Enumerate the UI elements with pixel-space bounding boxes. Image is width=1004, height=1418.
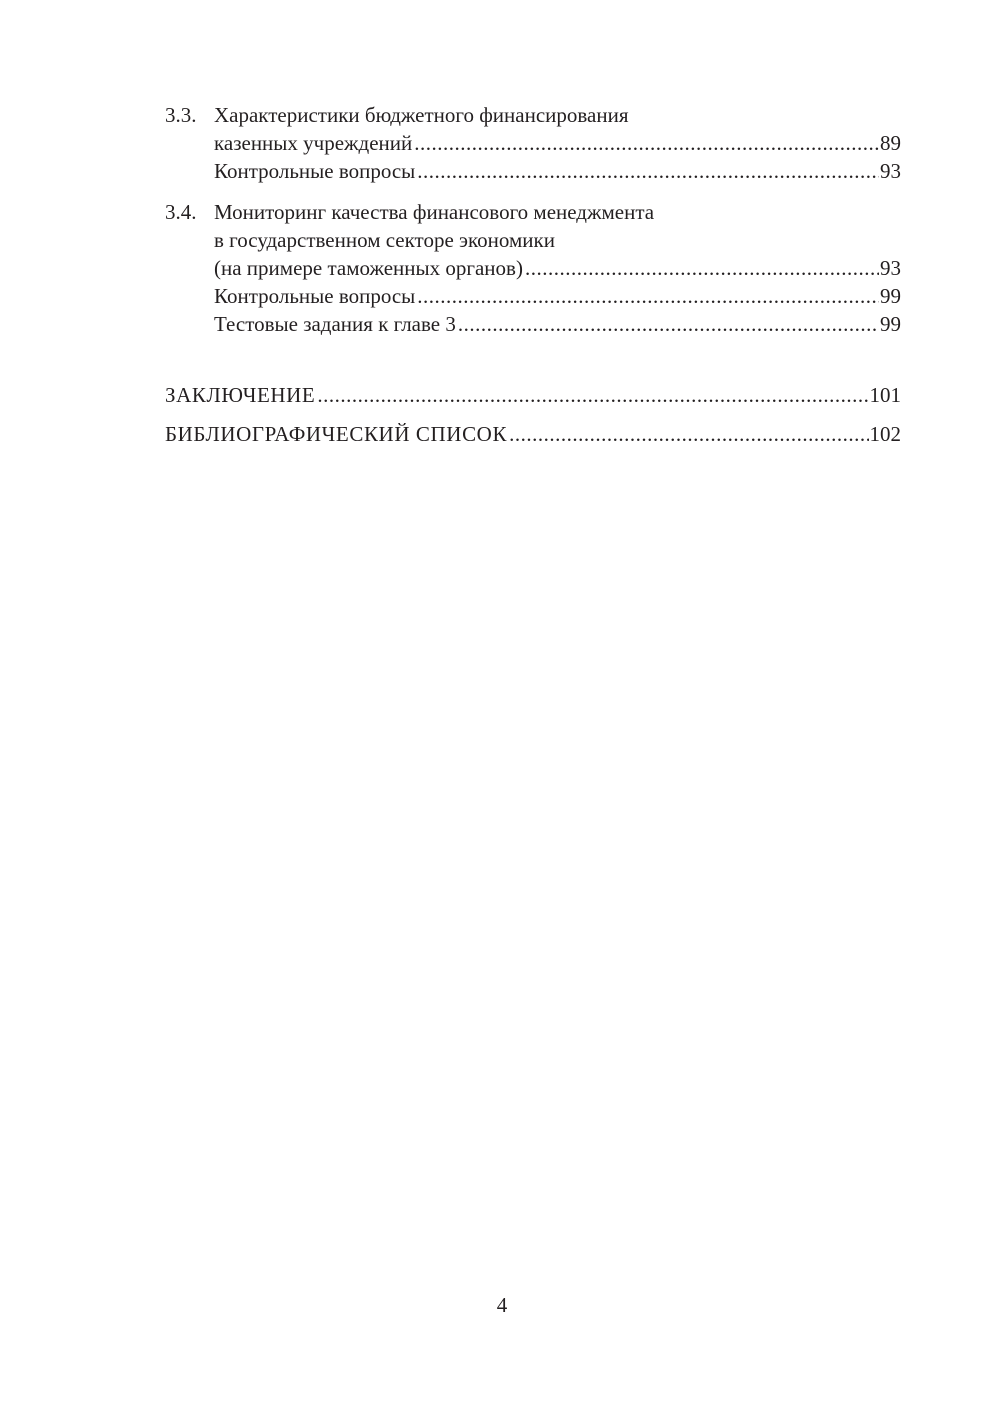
dot-leader xyxy=(317,381,868,409)
section-title: Мониторинг качества финансового менеджмента xyxy=(214,200,655,224)
page-ref: 102 xyxy=(869,422,901,446)
toc-entry-3-4-line2 xyxy=(165,226,901,254)
table-of-contents xyxy=(165,101,901,448)
toc-entry-bibliography[interactable] xyxy=(165,420,901,448)
dot-leader xyxy=(525,254,879,282)
page-ref: 101 xyxy=(869,383,901,407)
page-ref: 93 xyxy=(880,159,901,183)
toc-entry-3-3[interactable] xyxy=(165,129,901,157)
chapter-title: БИБЛИОГРАФИЧЕСКИЙ СПИСОК xyxy=(165,422,508,446)
toc-entry-3-4-tests[interactable] xyxy=(165,310,901,338)
dot-leader xyxy=(458,310,879,338)
section-title-continuation: казенных учреждений xyxy=(214,131,413,155)
section-number: 3.3. xyxy=(165,103,197,127)
page-ref: 93 xyxy=(880,256,901,280)
dot-leader xyxy=(509,420,868,448)
page-ref: 99 xyxy=(880,312,901,336)
page-number: 4 xyxy=(496,1293,508,1317)
subentry-title: Тестовые задания к главе 3 xyxy=(214,312,456,336)
toc-entry-3-4-heading xyxy=(165,198,901,226)
page-ref: 99 xyxy=(880,284,901,308)
subentry-title: Контрольные вопросы xyxy=(214,284,416,308)
dot-leader xyxy=(417,157,879,185)
toc-entry-3-3-questions[interactable] xyxy=(165,157,901,185)
toc-entry-3-3-heading xyxy=(165,101,901,129)
section-title-continuation: в государственном секторе экономики xyxy=(214,228,555,252)
dot-leader xyxy=(417,282,879,310)
page-ref: 89 xyxy=(880,131,901,155)
dot-leader xyxy=(414,129,879,157)
toc-entry-conclusion[interactable] xyxy=(165,381,901,409)
section-title-continuation: (на примере таможенных органов) xyxy=(214,256,523,280)
chapter-title: ЗАКЛЮЧЕНИЕ xyxy=(165,383,316,407)
toc-entry-3-4-questions[interactable] xyxy=(165,282,901,310)
toc-entry-3-4[interactable] xyxy=(165,254,901,282)
section-title: Характеристики бюджетного финансирования xyxy=(214,103,629,127)
subentry-title: Контрольные вопросы xyxy=(214,159,416,183)
section-number: 3.4. xyxy=(165,200,197,224)
